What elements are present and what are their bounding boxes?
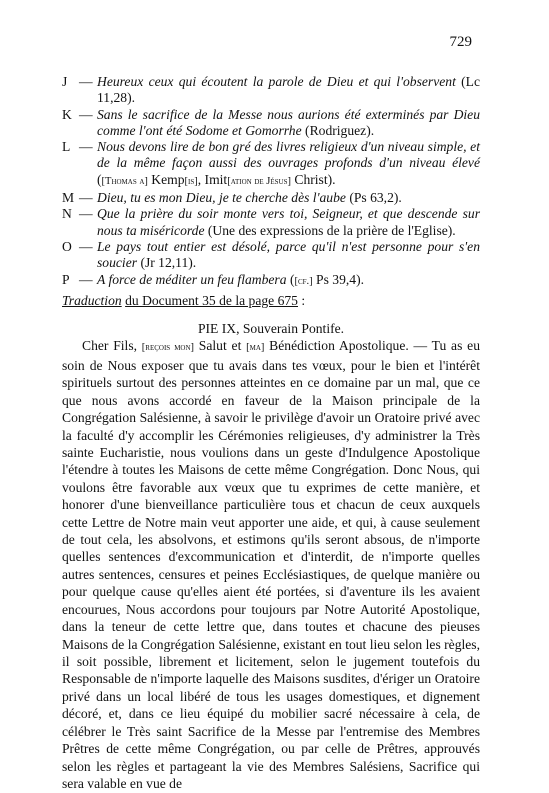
letter-title: PIE IX, Souverain Pontife. xyxy=(197,321,345,336)
footnote-quote: Dieu, tu es mon Dieu, je te cherche dès l'aube xyxy=(97,190,346,206)
heading-colon: : xyxy=(297,293,306,308)
footnote-item xyxy=(62,206,480,239)
footnote-dash: — xyxy=(79,106,93,122)
section-heading xyxy=(62,293,305,309)
ref-part: , Imit xyxy=(197,171,228,187)
footnote-item xyxy=(62,107,480,140)
heading-traduction: Traduction xyxy=(62,293,122,308)
footnote-list xyxy=(62,74,480,290)
footnote-dash: — xyxy=(79,206,93,222)
footnote-dash: — xyxy=(79,190,93,206)
footnote-letter: K xyxy=(62,106,72,122)
ref-bracket: [ation de Jésus] xyxy=(227,175,291,187)
footnote-reference xyxy=(97,172,336,187)
footnote-reference: (Rodriguez). xyxy=(305,122,375,138)
footnote-text xyxy=(97,206,480,239)
letter-paragraph xyxy=(62,337,480,792)
ref-part: Ps 39,4). xyxy=(312,271,365,287)
footnote-letter: N xyxy=(62,206,72,222)
ref-part: ( xyxy=(97,171,102,187)
text-part: Cher Fils, xyxy=(82,338,142,354)
footnote-letter: O xyxy=(62,238,72,254)
footnote-text xyxy=(97,272,480,290)
footnote-text xyxy=(97,107,480,140)
footnote-item xyxy=(62,190,480,206)
footnote-letter: M xyxy=(62,190,75,206)
ref-part: Kemp xyxy=(147,171,185,187)
footnote-quote: Nous devons lire de bon gré des livres religieux d'un niveau simple, et de la même façon aussi des ouvrages profonds d'un niveau élevé xyxy=(97,139,480,171)
footnote-quote: Le pays tout entier est désolé, parce qu'il n'est personne pour s'en soucier xyxy=(97,238,480,271)
text-part: Bénédiction Apostolique. — Tu as eu soin de Nous exposer que tu avais dans tes vœux, pour le bien et l'intérêt spirituels surtout des personnes atteintes en ce domaine par un mal, que ce que nous avons accordé en faveur de la Maison principale de la Congrégation Salésienne, à savoir le privilège d'avoir un Oratoire privé avec la faculté d'y accomplir les Cérémonies religieuses, d'y administrer la Très sainte Eucharistie, nous voulions dans un geste d'Indulgence Apostolique l'étendre à toutes les Maisons de cette même Congrégation. Donc Nous, qui voulons être favorable aux vœux que tu exprimes de cette manière, et honorer d'une bienveillance particulière tous et chacun de ceux auxquels cette Lettre de Notre main veut apporter une aide, et qui, à cause seulement de tout cela, les absolvons, et estimons qu'ils seront absous, de n'importe quelles sentences d'excommunication et d'interdit, de n'importe quelles autres sentences, censures et peines Ecclésiastiques, de quelque manière ou pour quelque cause qu'elles aient été portées, si d'aventure ils les avaient encourues, Nous accordons pour toujours par Notre Autorité Apostolique, dans la teneur de cette lettre que, dans toutes et chacune des pieuses Maisons de la Congrégation Salésienne, existant en tout lieu selon les règles, il soit possible, librement et licitement, selon le jugement toutefois du Responsable de n'importe laquelle des Maisons susdites, d'ériger un Oratoire privé dans un local libéré de tous les usages domestiques, et dignement décoré, et, dans ce lieu équipé du mobilier sacré nécessaire à cela, de célébrer le Très saint Sacrifice de la Messe par l'entremise des Membres Prêtres de cette même Congrégation, ou par celle de Prêtres, approuvés selon les règles et partageant la vie des Membres Salésiens, Sacrifice qui sera valable en vue de xyxy=(62,338,480,791)
letter-body xyxy=(62,320,480,792)
text-bracket: [ma] xyxy=(246,342,265,354)
heading-document-ref: du Document 35 de la page 675 xyxy=(125,293,298,308)
footnote-dash: — xyxy=(79,74,93,89)
ref-bracket: [cf.] xyxy=(294,275,313,287)
footnote-dash: — xyxy=(79,238,93,254)
footnote-dash: — xyxy=(79,139,93,155)
footnote-quote: Heureux ceux qui écoutent la parole de Dieu et qui l'observent xyxy=(97,74,456,89)
footnote-quote: Sans le sacrifice de la Messe nous aurions été exterminés par Dieu comme l'ont été Sodome et Gomorrhe xyxy=(97,106,480,138)
footnote-text xyxy=(97,239,480,272)
footnote-text xyxy=(97,190,480,206)
ref-bracket: [is] xyxy=(184,175,198,187)
footnote-item xyxy=(62,239,480,272)
footnote-item xyxy=(62,139,480,190)
footnote-reference: (Ps 63,2). xyxy=(349,190,402,206)
text-part: Salut et xyxy=(194,338,247,354)
footnote-item xyxy=(62,74,480,107)
footnote-reference: (Lc 11,28). xyxy=(97,74,480,106)
page-number: 729 xyxy=(449,34,472,50)
footnote-dash: — xyxy=(79,271,93,287)
ref-part: ( xyxy=(289,271,295,287)
footnote-quote: A force de méditer un feu flambera xyxy=(97,271,287,287)
footnote-text xyxy=(97,139,480,190)
footnote-letter: P xyxy=(62,271,70,287)
text-bracket: [reçois mon] xyxy=(141,342,195,354)
footnote-reference: (Une des expressions de la prière de l'Eglise). xyxy=(207,222,456,238)
footnote-quote: Que la prière du soir monte vers toi, Seigneur, et que descende sur nous ta miséricorde xyxy=(97,206,480,238)
footnote-reference: (Jr 12,11). xyxy=(140,255,197,271)
ref-part: Christ). xyxy=(290,171,336,187)
footnote-letter: J xyxy=(62,74,68,89)
footnote-reference xyxy=(290,272,364,287)
footnote-letter: L xyxy=(62,139,71,155)
footnote-text xyxy=(97,74,480,107)
ref-bracket: [Thomas a] xyxy=(101,175,148,187)
footnote-item xyxy=(62,272,480,290)
